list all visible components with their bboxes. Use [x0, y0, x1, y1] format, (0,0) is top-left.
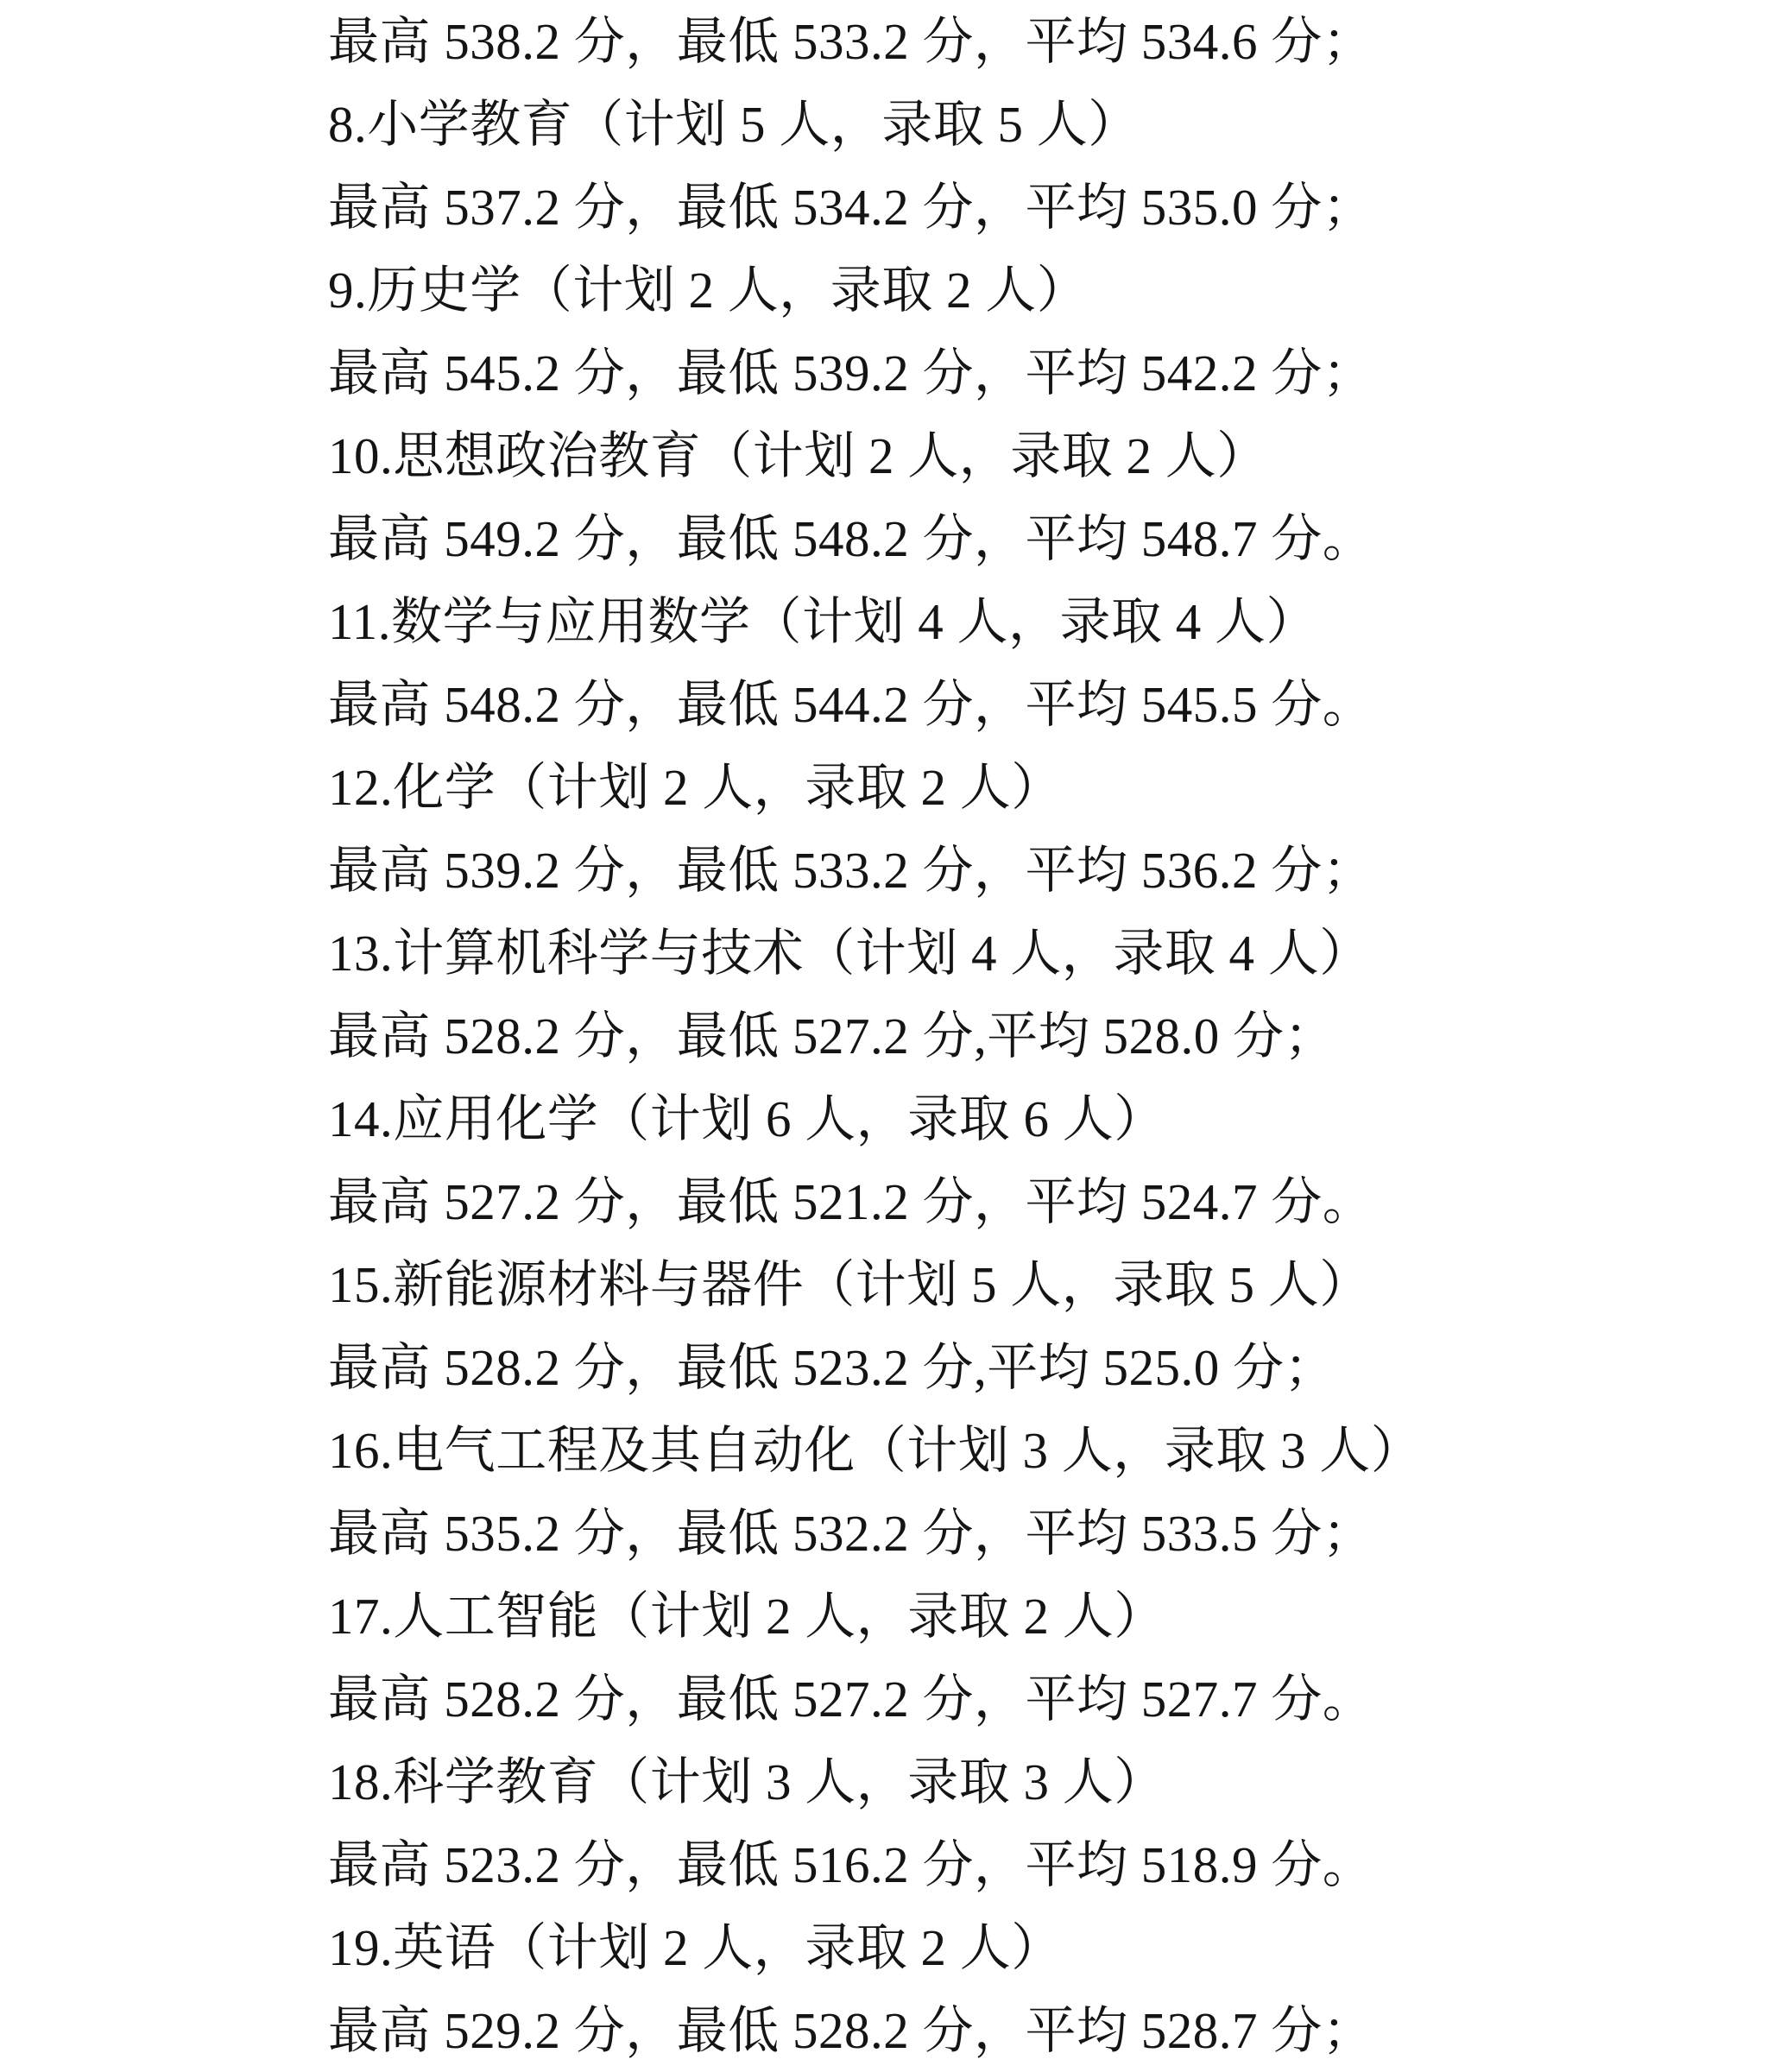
major-heading-line: 14.应用化学（计划 6 人，录取 6 人）: [328, 1090, 1165, 1147]
major-heading-line: 11.数学与应用数学（计划 4 人，录取 4 人）: [328, 593, 1318, 650]
score-stats-line: 最高 528.2 分，最低 523.2 分,平均 525.0 分；: [328, 1339, 1336, 1396]
score-stats-line: 最高 523.2 分，最低 516.2 分，平均 518.9 分。: [328, 1836, 1374, 1893]
score-stats-line: 最高 545.2 分，最低 539.2 分，平均 542.2 分；: [328, 344, 1374, 401]
major-heading-line: 10.思想政治教育（计划 2 人，录取 2 人）: [328, 427, 1268, 484]
major-heading-line: 12.化学（计划 2 人，录取 2 人）: [328, 759, 1063, 816]
score-stats-line: 最高 527.2 分，最低 521.2 分，平均 524.7 分。: [328, 1173, 1374, 1230]
score-stats-line: 最高 548.2 分，最低 544.2 分，平均 545.5 分。: [328, 676, 1374, 733]
major-heading-line: 16.电气工程及其自动化（计划 3 人，录取 3 人）: [328, 1422, 1423, 1479]
score-stats-line: 最高 538.2 分，最低 533.2 分，平均 534.6 分；: [328, 13, 1374, 70]
score-stats-line: 最高 537.2 分，最低 534.2 分，平均 535.0 分；: [328, 179, 1374, 236]
score-stats-line: 最高 535.2 分，最低 532.2 分，平均 533.5 分；: [328, 1505, 1374, 1562]
major-heading-line: 19.英语（计划 2 人，录取 2 人）: [328, 1919, 1063, 1976]
major-heading-line: 13.计算机科学与技术（计划 4 人，录取 4 人）: [328, 925, 1371, 982]
score-stats-line: 最高 528.2 分，最低 527.2 分，平均 527.7 分。: [328, 1671, 1374, 1728]
major-heading-line: 8.小学教育（计划 5 人，录取 5 人）: [328, 96, 1140, 153]
major-heading-line: 15.新能源材料与器件（计划 5 人，录取 5 人）: [328, 1256, 1371, 1313]
major-heading-line: 17.人工智能（计划 2 人，录取 2 人）: [328, 1588, 1165, 1645]
score-stats-line: 最高 539.2 分，最低 533.2 分，平均 536.2 分；: [328, 842, 1374, 899]
score-stats-line: 最高 529.2 分，最低 528.2 分，平均 528.7 分；: [328, 2002, 1374, 2059]
score-stats-line: 最高 549.2 分，最低 548.2 分，平均 548.7 分。: [328, 510, 1374, 567]
score-stats-line: 最高 528.2 分，最低 527.2 分,平均 528.0 分；: [328, 1008, 1336, 1064]
major-heading-line: 18.科学教育（计划 3 人，录取 3 人）: [328, 1753, 1165, 1810]
major-heading-line: 9.历史学（计划 2 人，录取 2 人）: [328, 262, 1089, 319]
